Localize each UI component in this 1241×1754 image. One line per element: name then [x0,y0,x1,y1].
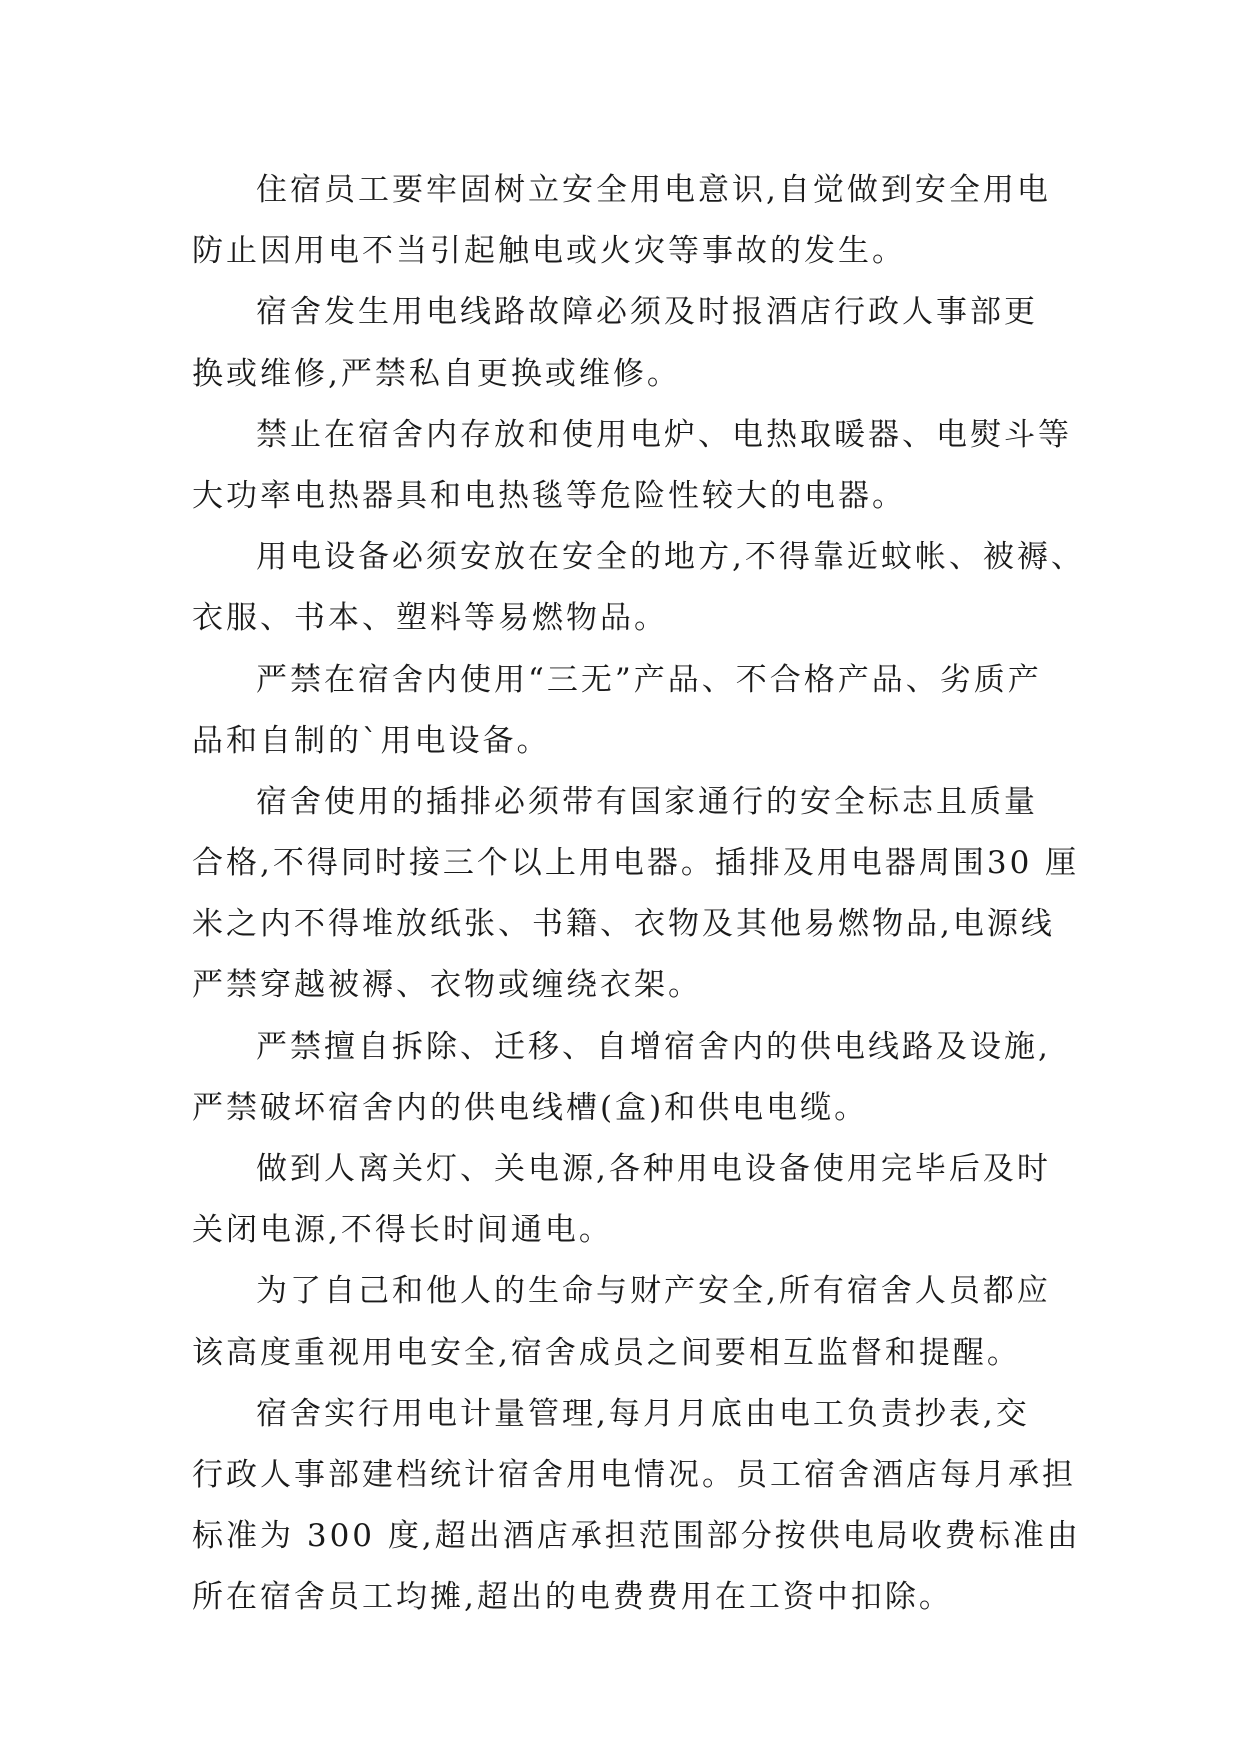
paragraph-line: 衣服、书本、塑料等易燃物品。 [192,600,668,637]
paragraph-line: 该高度重视用电安全,宿舍成员之间要相互监督和提醒。 [192,1334,1021,1371]
paragraph [192,1261,1072,1383]
paragraph [192,160,1072,282]
paragraph-line: 合格,不得同时接三个以上用电器。插排及用电器周围30 厘 [192,845,1080,882]
paragraph [192,527,1085,649]
paragraph [192,1384,1081,1629]
paragraph-line: 用电设备必须安放在安全的地方,不得靠近蚊帐、被褥、 [256,539,1085,576]
paragraph-line: 行政人事部建档统计宿舍用电情况。员工宿舍酒店每月承担 [192,1456,1076,1493]
paragraph-line: 所在宿舍员工均摊,超出的电费费用在工资中扣除。 [192,1579,953,1616]
paragraph-line: 严禁破坏宿舍内的供电线槽(盒)和供电电缆。 [192,1089,869,1126]
paragraph-line: 防止因用电不当引起触电或火灾等事故的发生。 [192,233,906,270]
paragraph-line: 换或维修,严禁私自更换或维修。 [192,355,681,392]
paragraph [192,1017,1072,1139]
paragraph [192,1139,1072,1261]
paragraph-line: 住宿员工要牢固树立安全用电意识,自觉做到安全用电 [256,172,1051,208]
paragraph-line: 关闭电源,不得长时间通电。 [192,1212,613,1249]
paragraph-line: 严禁在宿舍内使用“三无”产品、不合格产品、劣质产 [256,661,1042,698]
paragraph [192,282,1072,404]
paragraph-line: 大功率电热器具和电热毯等危险性较大的电器。 [192,477,906,514]
paragraph-line: 禁止在宿舍内存放和使用电炉、电热取暖器、电熨斗等 [256,416,1072,453]
paragraph-line: 品和自制的`用电设备。 [192,722,551,759]
paragraph-line: 严禁擅自拆除、迁移、自增宿舍内的供电线路及设施, [256,1028,1051,1065]
paragraph [192,772,1080,1017]
paragraph-line: 标准为 300 度,超出酒店承担范围部分按供电局收费标准由 [192,1518,1081,1555]
paragraph-line: 米之内不得堆放纸张、书籍、衣物及其他易燃物品,电源线 [192,906,1055,943]
paragraph-line: 为了自己和他人的生命与财产安全,所有宿舍人员都应 [256,1273,1051,1310]
paragraph-line: 宿舍实行用电计量管理,每月月底由电工负责抄表,交 [256,1395,1030,1432]
paragraph [192,405,1072,527]
paragraph-line: 严禁穿越被褥、衣物或缠绕衣架。 [192,967,702,1004]
paragraph-line: 宿舍发生用电线路故障必须及时报酒店行政人事部更 [256,294,1038,331]
paragraph-line: 宿舍使用的插排必须带有国家通行的安全标志且质量 [256,783,1038,820]
paragraph-line: 做到人离关灯、关电源,各种用电设备使用完毕后及时 [256,1151,1051,1187]
document-body [192,160,1085,1629]
paragraph [192,650,1072,772]
